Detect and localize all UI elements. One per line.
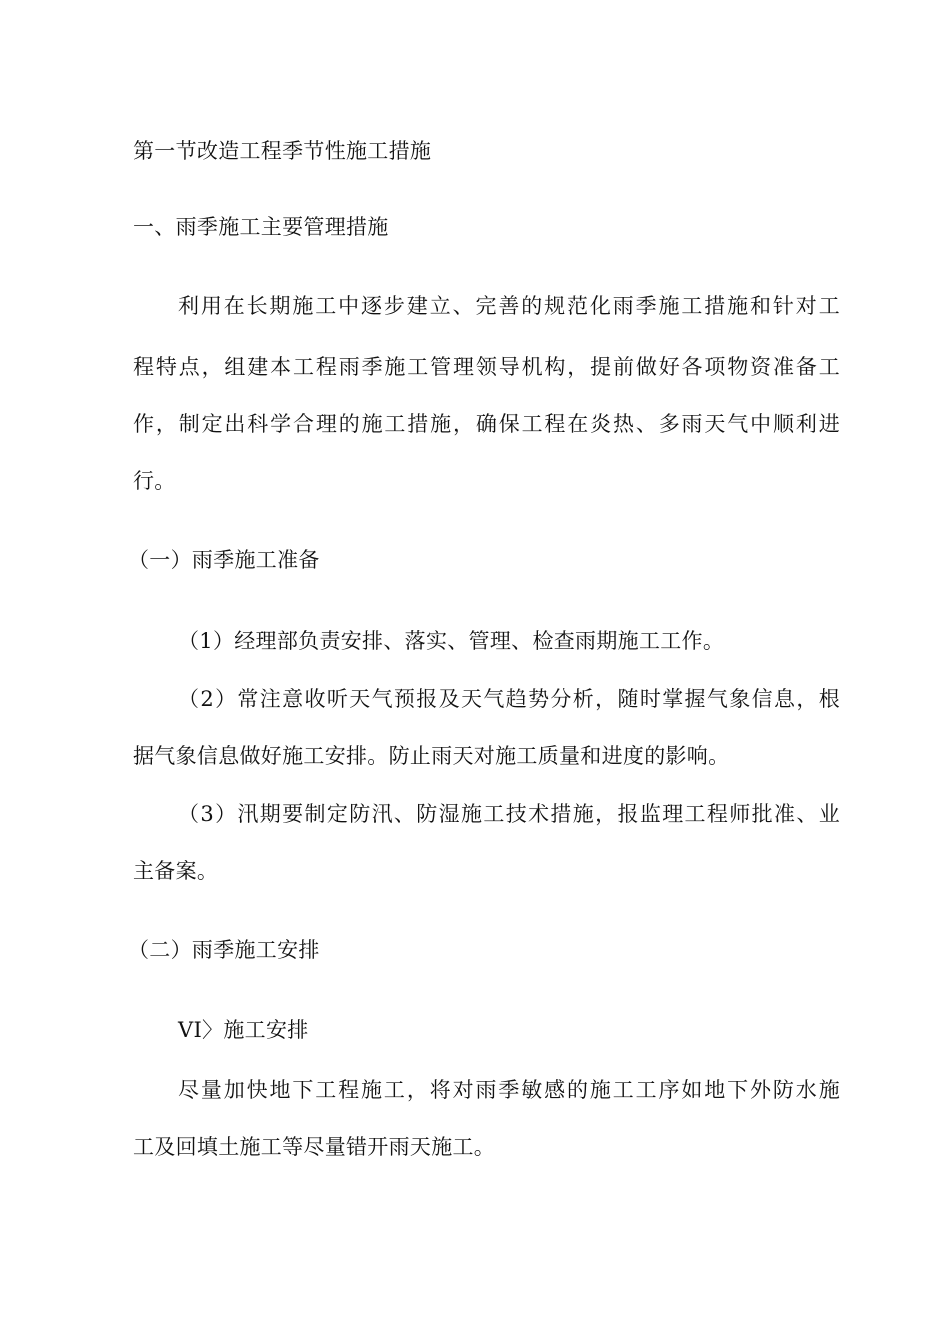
- heading-rain-season-management: 一、雨季施工主要管理措施: [133, 215, 389, 239]
- prep-item-1: （1）经理部负责安排、落实、管理、检查雨期施工工作。: [178, 629, 725, 653]
- subheading-rain-season-arrangement: （二）雨季施工安排: [128, 938, 320, 962]
- prep-item-2-line-1: （2）常注意收听天气预报及天气趋势分析，随时掌握气象信息，根: [178, 687, 840, 711]
- prep-item-2-line-2: 据气象信息做好施工安排。防止雨天对施工质量和进度的影响。: [133, 744, 730, 768]
- sub-item-construction-arrangement: VI〉施工安排: [178, 1018, 309, 1042]
- arrangement-paragraph-line-1: 尽量加快地下工程施工，将对雨季敏感的施工工序如地下外防水施: [178, 1078, 840, 1102]
- section-title: 第一节改造工程季节性施工措施: [133, 139, 432, 163]
- intro-paragraph-line-1: 利用在长期施工中逐步建立、完善的规范化雨季施工措施和针对工: [178, 294, 840, 318]
- prep-item-3-line-1: （3）汛期要制定防汛、防湿施工技术措施，报监理工程师批准、业: [178, 802, 840, 826]
- arrangement-paragraph-line-2: 工及回填土施工等尽量错开雨天施工。: [133, 1135, 496, 1159]
- intro-paragraph-line-4: 行。: [133, 469, 176, 493]
- intro-paragraph-line-2: 程特点，组建本工程雨季施工管理领导机构，提前做好各项物资准备工: [133, 355, 840, 379]
- prep-item-3-line-2: 主备案。: [133, 859, 219, 883]
- intro-paragraph-line-3: 作，制定出科学合理的施工措施，确保工程在炎热、多雨天气中顺利进: [133, 412, 840, 436]
- subheading-rain-season-preparation: （一）雨季施工准备: [128, 548, 320, 572]
